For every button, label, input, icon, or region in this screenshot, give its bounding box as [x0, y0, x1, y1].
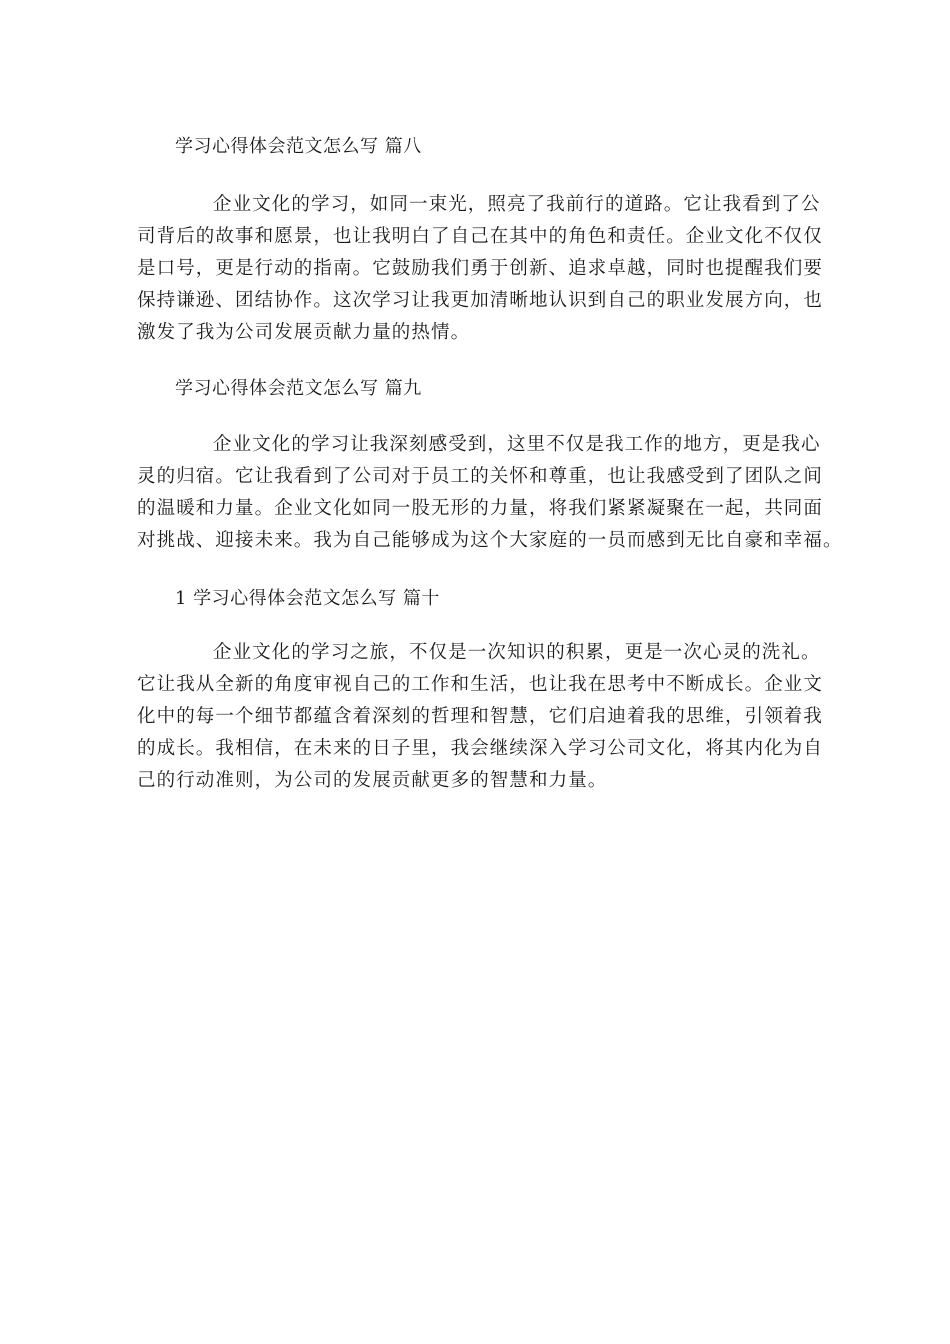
paragraph-line: 对挑战、迎接未来。我为自己能够成为这个大家庭的一员而感到无比自豪和幸福。 [137, 530, 843, 551]
paragraph-line: 司背后的故事和愿景，也让我明白了自己在其中的角色和责任。企业文化不仅仅 [137, 226, 824, 247]
section-heading: 学习心得体会范文怎么写 篇九 [175, 378, 422, 399]
section-heading: 学习心得体会范文怎么写 篇八 [175, 136, 422, 157]
paragraph-line: 保持谦逊、团结协作。这次学习让我更加清晰地认识到自己的职业发展方向，也 [137, 290, 824, 311]
paragraph-line: 的成长。我相信，在未来的日子里，我会继续深入学习公司文化，将其内化为自 [137, 738, 824, 759]
section-paragraph [137, 189, 824, 349]
paragraph-line: 化中的每一个细节都蕴含着深刻的哲理和智慧，它们启迪着我的思维，引领着我 [137, 706, 824, 727]
paragraph-line: 激发了我为公司发展贡献力量的热情。 [137, 322, 471, 343]
paragraph-line: 灵的归宿。它让我看到了公司对于员工的关怀和尊重，也让我感受到了团队之间 [137, 466, 824, 487]
paragraph-line: 是口号，更是行动的指南。它鼓励我们勇于创新、追求卓越，同时也提醒我们要 [137, 258, 824, 279]
paragraph-line: 企业文化的学习让我深刻感受到，这里不仅是我工作的地方，更是我心 [213, 434, 821, 455]
paragraph-line: 的温暖和力量。企业文化如同一股无形的力量，将我们紧紧凝聚在一起，共同面 [137, 498, 824, 519]
paragraph-line: 企业文化的学习，如同一束光，照亮了我前行的道路。它让我看到了公 [213, 194, 821, 215]
paragraph-line: 它让我从全新的角度审视自己的工作和生活，也让我在思考中不断成长。企业文 [137, 674, 824, 695]
paragraph-line: 己的行动准则，为公司的发展贡献更多的智慧和力量。 [137, 770, 608, 791]
section-paragraph [137, 637, 824, 797]
section-paragraph [137, 429, 843, 557]
section-heading: 1 学习心得体会范文怎么写 篇十 [175, 588, 440, 609]
paragraph-line: 企业文化的学习之旅，不仅是一次知识的积累，更是一次心灵的洗礼。 [213, 642, 821, 663]
